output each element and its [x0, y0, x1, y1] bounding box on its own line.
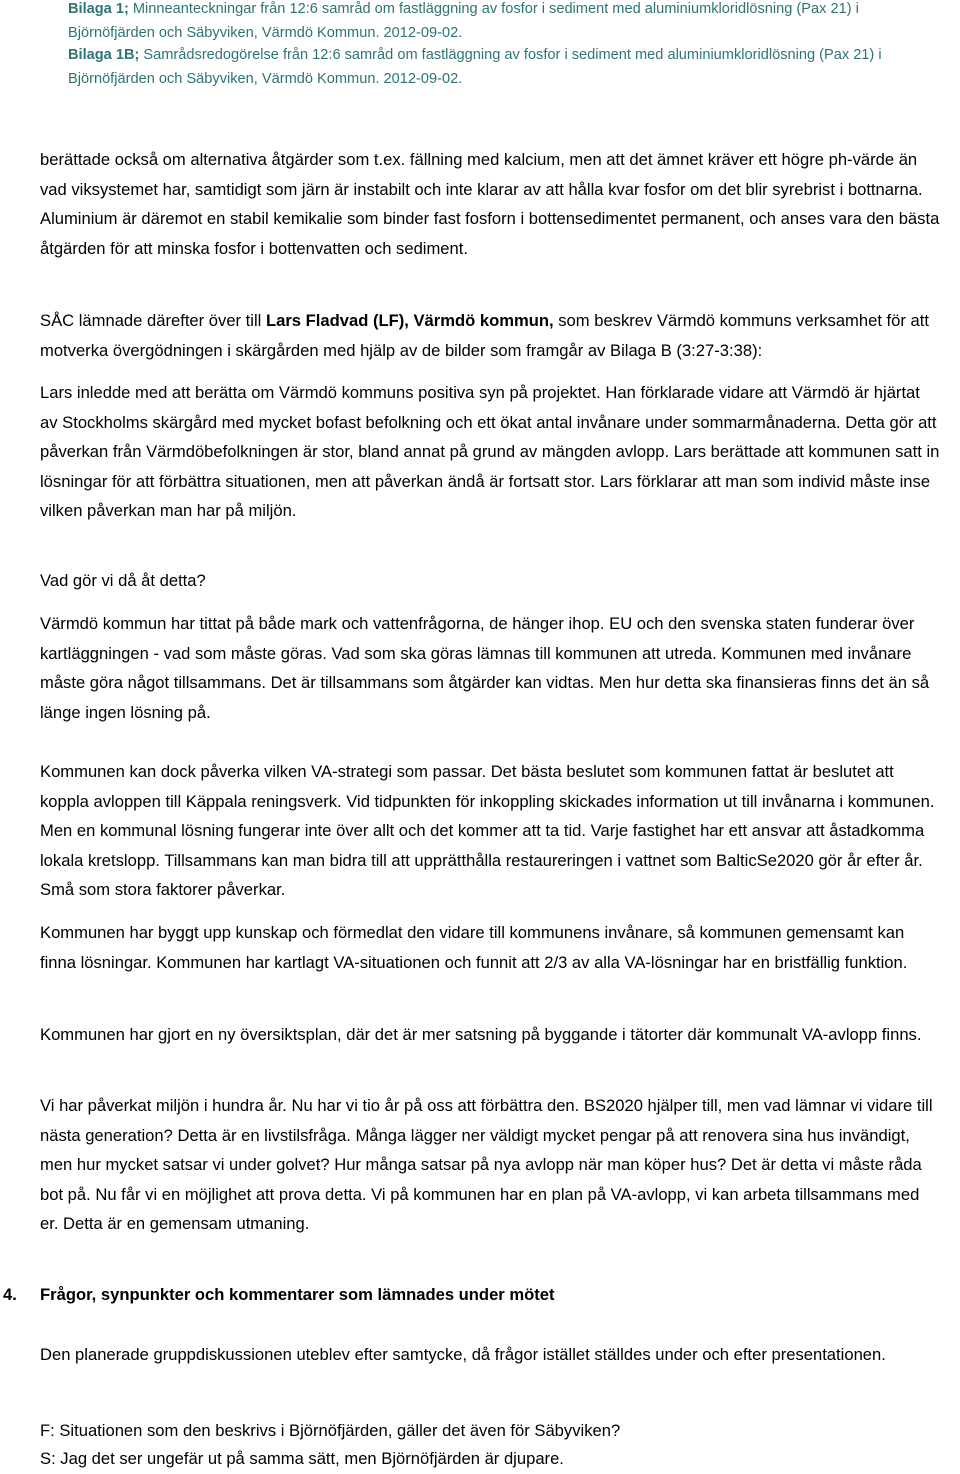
paragraph-paverkat-miljon: Vi har påverkat miljön i hundra år. Nu har vi tio år på oss att förbättra den. BS2020 hjälper till, men vad lämnar vi vidare till nästa generation? Detta är en livstilsfråga. Många lägger ner väldigt mycket pengar på att renovera sina hus invändigt, men hur mycket satsar vi under golvet? Hur många satsar på nya avlopp när man köper hus? Det är detta vi måste råda bot på. Nu får vi en möjlighet att prova detta. Vi på kommunen har en plan på VA-avlopp, vi kan arbeta tillsammans med er. Detta är en gemensam utmaning. [40, 1096, 933, 1233]
header-line-1-label: Bilaga 1; [68, 1, 129, 17]
section-number: 4. [3, 1285, 17, 1304]
header-line-2 [68, 44, 948, 91]
paragraph-question: Vad gör vi då åt detta? [40, 571, 206, 590]
paragraph-handover-start: SÅC lämnade därefter över till [40, 311, 266, 330]
paragraph-handover [40, 306, 940, 365]
header-line-2-text: Samrådsredogörelse från 12:6 samråd om fastläggning av fosfor i sediment med aluminiumkloridlösning (Pax 21) i Björnöfjärden och Säbyviken, Värmdö Kommun. 2012-09-02. [68, 47, 882, 87]
header-line-1 [68, 0, 948, 45]
paragraph-va-strategi: Kommunen kan dock påverka vilken VA-strategi som passar. Det bästa beslutet som kommunen fattat är beslutet att koppla avloppen till Käppala reningsverk. Vid tidpunkten för inkoppling skickades information ut till invånarna i kommunen. Men en kommunal lösning fungerar inte över allt och det kommer att ta tid. Varje fastighet har ett ansvar att åstadkomma lokala kretslopp. Tillsammans kan man bidra till att upprätthålla restaureringen i vattnet som BalticSe2020 gör år efter år. Små som stora faktorer påverkar. [40, 762, 935, 899]
paragraph-group-discussion: Den planerade gruppdiskussionen uteblev efter samtycke, då frågor istället ställdes under och efter presentationen. [40, 1345, 886, 1364]
header-line-2-label: Bilaga 1B; [68, 47, 140, 63]
answer-line: S: Jag det ser ungefär ut på samma sätt, men Björnöfjärden är djupare. [40, 1449, 564, 1468]
paragraph-handover-end: som beskrev Värmdö kommuns verksamhet för att motverka övergödningen i skärgården med hjälp av de bilder som framgår av Bilaga B (3:27-3:38): [40, 311, 929, 360]
paragraph-mark-vatten: Värmdö kommun har tittat på både mark och vattenfrågorna, de hänger ihop. EU och den svenska staten funderar över kartläggningen - vad som måste göras. Vad som ska göras lämnas till kommunen att utreda. Kommunen med invånare måste göra något tillsammans. Det är tillsammans som åtgärder kan vidtas. Men hur detta ska finansieras finns det än så länge ingen lösning på. [40, 614, 930, 722]
paragraph-oversiktsplan: Kommunen har gjort en ny översiktsplan, där det är mer satsning på byggande i tätorter där kommunalt VA-avlopp finns. [40, 1025, 922, 1044]
paragraph-lars-intro: Lars inledde med att berätta om Värmdö kommuns positiva syn på projektet. Han förklarade vidare att Värmdö är hjärtat av Stockholms skärgård med mycket bofast befolkning och ett ökat antal invånare under sommarmånaderna. Detta gör att påverkan från Värmdöbefolkningen är stor, bland annat på grund av mängden avlopp. Lars berättade att kommunen satt in lösningar för att förbättra situationen, men att påverkan ändå är fortsatt stor. Lars förklarar att man som individ måste inse vilken påverkan man har på miljön. [40, 383, 940, 520]
header-line-1-text: Minneanteckningar från 12:6 samråd om fastläggning av fosfor i sediment med aluminiumkloridlösning (Pax 21) i Björnöfjärden och Säbyviken, Värmdö Kommun. 2012-09-02. [68, 1, 859, 41]
paragraph-kunskap: Kommunen har byggt upp kunskap och förmedlat den vidare till kommunens invånare, så kommunen gemensamt kan finna lösningar. Kommunen har kartlagt VA-situationen och funnit att 2/3 av alla VA-lösningar har en bristfällig funktion. [40, 923, 908, 972]
speaker-name: Lars Fladvad (LF), Värmdö kommun, [265, 311, 554, 330]
paragraph-alternatives: berättade också om alternativa åtgärder som t.ex. fällning med kalcium, men att det ämnet kräver ett högre ph-värde än vad viksystemet har, samtidigt som järn är instabilt och inte klarar av att hålla kvar fosfor om det blir syrebrist i bottnarna. Aluminium är däremot en stabil kemikalie som binder fast fosforn i bottensedimentet permanent, och anses vara den bästa åtgärden för att minska fosfor i bottenvatten och sediment. [40, 150, 940, 258]
section-title: Frågor, synpunkter och kommentarer som lämnades under mötet [40, 1285, 555, 1304]
question-line: F: Situationen som den beskrivs i Björnöfjärden, gäller det även för Säbyviken? [40, 1421, 621, 1440]
